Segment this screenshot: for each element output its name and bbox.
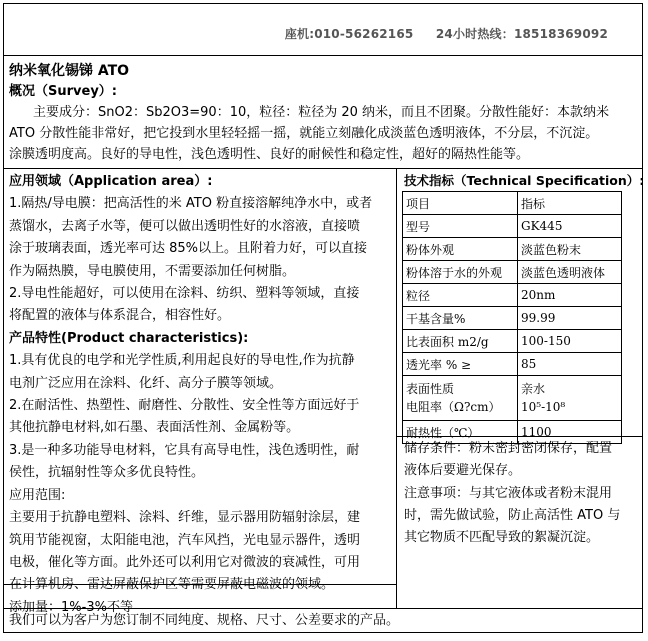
characteristics-line: 电剂广泛应用在涂料、化纤、高分子膜等领域。 (9, 375, 283, 391)
scope-line: 电极，催化等方面。此外还可以利用它对微波的衰减性，可用 (9, 554, 361, 570)
storage-note (404, 438, 636, 482)
spec-value-surface: 亲水 (521, 382, 546, 396)
table-row (403, 215, 622, 238)
application-line: 涂于玻璃表面，透光率可达 85%以上。且附着力好，可以直接 (9, 241, 368, 257)
characteristics-heading: 产品特性(Product characteristics): (9, 330, 249, 346)
characteristics-line: 其他抗静电材料,如石墨、表面活性剂、金属粉等。 (9, 420, 300, 436)
characteristics-line: 3.是一种多功能导电材料，它具有高导电性，浅色透明性，耐 (9, 442, 360, 458)
spec-key: 型号 (403, 215, 518, 238)
notice-line: 时，需先做试验，防止高活性 ATO 与 (404, 508, 621, 523)
characteristics-line: 1.具有优良的电学和光学性质,利用起良好的导电性,作为抗静 (9, 353, 355, 369)
table-row (403, 376, 622, 421)
table-row (403, 353, 622, 376)
table-row (403, 261, 622, 284)
application-line: 作为隔热膜，导电膜使用，不需要添加任何树脂。 (9, 263, 296, 279)
column-divider (396, 168, 397, 608)
characteristics-line: 2.在耐活性、热塑性、耐磨性、分散性、安全性等方面远好于 (9, 398, 360, 414)
spec-key: 项目 (403, 192, 518, 215)
scope-line: 筑用节能视窗，太阳能电池，汽车风挡，光电显示器件，透明 (9, 532, 361, 548)
spec-value (518, 376, 622, 421)
divider (3, 584, 396, 585)
spec-table (402, 191, 622, 444)
application-line: 2.导电性能超好，可以使用在涂料、纺织、塑料等领域，直接 (9, 286, 360, 302)
survey-heading: 概况（Survey）: (9, 84, 117, 99)
survey-line: 涂膜透明度高。良好的导电性，浅色透明性、良好的耐候性和稳定性，超好的隔热性能等。 (9, 147, 530, 162)
spec-value: 99.99 (518, 307, 622, 330)
phone-number: 座机:010-56262165 (284, 27, 414, 41)
table-row (403, 307, 622, 330)
footer-text: 我们可以为客户为您订制不同纯度、规格、尺寸、公差要求的产品。 (9, 613, 400, 628)
survey-line: 主要成分：SnO2：Sb2O3=90：10，粒径：粒径为 20 纳米，而且不团聚。分散性能好：本款纳米 (33, 105, 610, 120)
scope-heading: 应用范围: (9, 487, 66, 503)
spec-key: 耐热性（℃） (403, 421, 518, 444)
spec-value: 指标 (518, 192, 622, 215)
scope-line: 在计算机房、雷达屏蔽保护区等需要屏蔽电磁波的领域。 (9, 577, 335, 593)
spec-value: 淡蓝色透明液体 (518, 261, 622, 284)
scope-line: 主要用于抗静电塑料、涂料、纤维，显示器用防辐射涂层，建 (9, 510, 361, 526)
contact-line (285, 25, 608, 42)
spec-key: 比表面积 m2/g (403, 330, 518, 353)
spec-key: 粉体外观 (403, 238, 518, 261)
divider (3, 168, 643, 169)
divider (3, 55, 643, 56)
application-line: 将配置的液体与体系混合，相容性好。 (9, 308, 231, 324)
notice-note (404, 483, 636, 549)
spec-value: 1100 (518, 421, 622, 444)
spec-key: 干基含量% (403, 307, 518, 330)
spec-key-surface: 表面性质 (406, 382, 455, 396)
spec-heading: 技术指标（Technical Specification）: (404, 173, 645, 188)
characteristics-line: 侯性，抗辐射性等众多优良特性。 (9, 465, 205, 481)
survey-text (9, 102, 634, 165)
application-line: 蒸馏水，去离子水等，便可以做出透明性好的水溶液，直接喷 (9, 218, 361, 234)
storage-line: 储存条件：粉末密封密闭保存，配置 (404, 441, 613, 456)
divider (396, 436, 643, 437)
survey-line: ATO 分散性能非常好，把它投到水里轻轻摇一摇，就能立刻融化成淡蓝色透明液体，不分层，不沉淀。 (9, 126, 599, 141)
table-row (403, 284, 622, 307)
spec-key-resistivity: 电阻率（Ω?cm） (406, 400, 501, 414)
table-row (403, 330, 622, 353)
product-title: 纳米氧化锡锑 ATO (9, 63, 130, 79)
spec-key: 粒径 (403, 284, 518, 307)
table-row (403, 192, 622, 215)
notice-line: 其它物质不匹配导致的絮凝沉淀。 (404, 530, 600, 545)
table-row (403, 238, 622, 261)
spec-key: 透光率 % ≥ (403, 353, 518, 376)
application-heading: 应用领域（Application area）: (9, 174, 213, 189)
spec-value: 淡蓝色粉末 (518, 238, 622, 261)
application-line: 1.隔热/导电膜：把高活性的米 ATO 粉直接溶解纯净水中，或者 (9, 196, 373, 212)
spec-value: 100-150 (518, 330, 622, 353)
spec-key (403, 376, 518, 421)
hotline-number: 24小时热线：18518369092 (435, 27, 608, 41)
spec-value: 85 (518, 353, 622, 376)
left-column (9, 171, 394, 619)
spec-value: GK445 (518, 215, 622, 238)
spec-value-resistivity: 10⁵-10⁸ (521, 400, 566, 414)
spec-value: 20nm (518, 284, 622, 307)
notice-line: 注意事项：与其它液体或者粉末混用 (404, 486, 613, 501)
spec-key: 粉体溶于水的外观 (403, 261, 518, 284)
dosage: 添加量：1%-3%不等 (9, 599, 133, 615)
storage-line: 液体后要避光保存。 (404, 463, 522, 478)
